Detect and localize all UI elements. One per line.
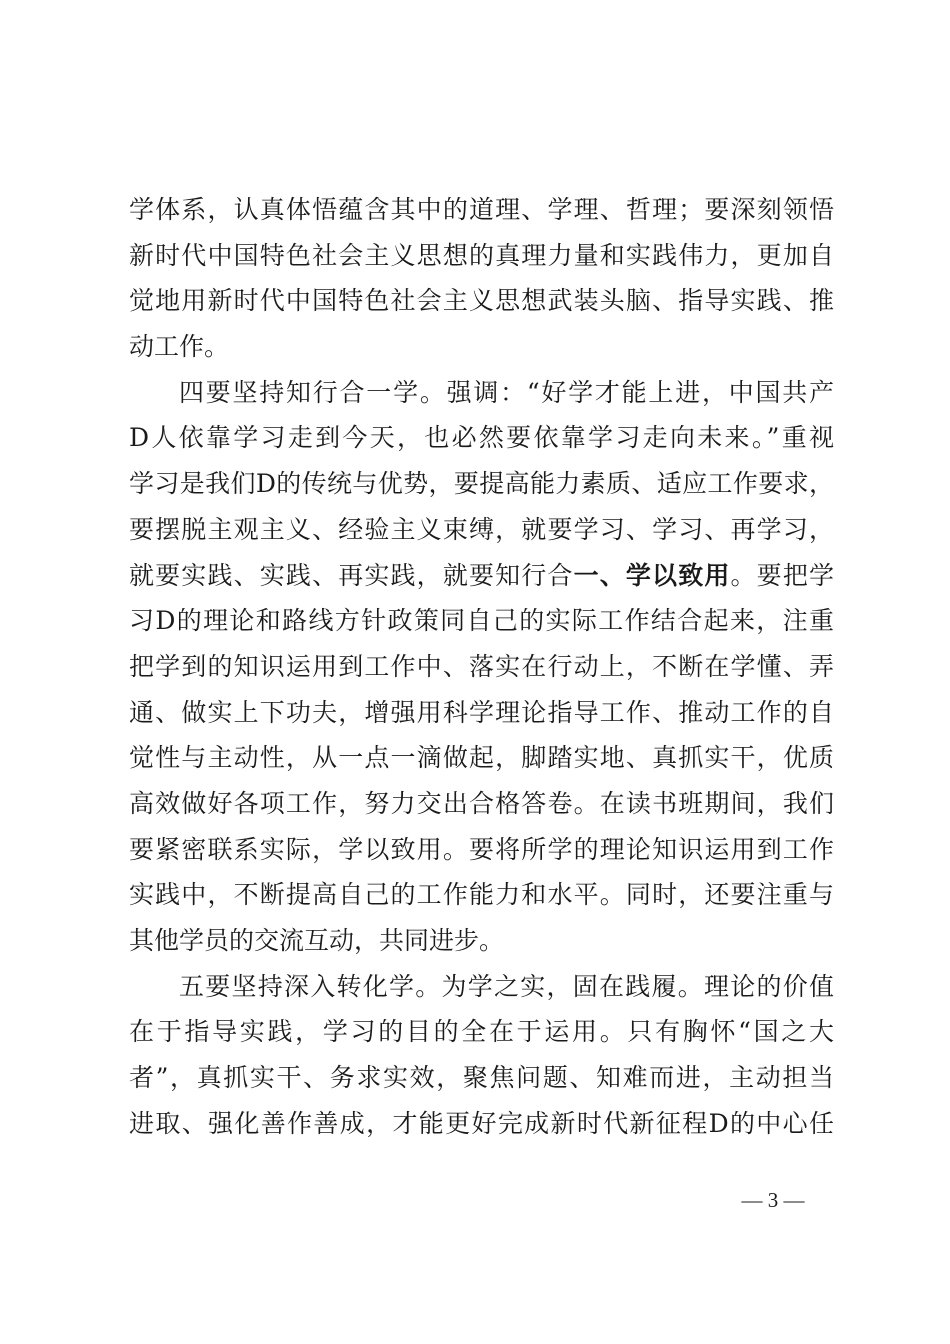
text-line: 新时代中国特色社会主义思想的真理力量和实践伟力，更加自 xyxy=(129,240,834,270)
text-line: 学体系，认真体悟蕴含其中的道理、学理、哲理；要深刻领悟 xyxy=(129,195,834,224)
text-line: 觉性与主动性，从一点一滴做起，脚踏实地、真抓实干，优质 xyxy=(129,743,834,773)
text-line: 要紧密联系实际，学以致用。要将所学的理论知识运用到工作 xyxy=(129,834,834,864)
body-text xyxy=(129,187,834,1146)
text-line: 把学到的知识运用到工作中、落实在行动上，不断在学懂、弄 xyxy=(129,651,834,681)
text-line: 其他学员的交流互动，共同进步。 xyxy=(129,926,505,955)
text-line: 进取、强化善作善成，才能更好完成新时代新征程D的中心任 xyxy=(129,1108,834,1138)
text-segment: 就要实践、实践、再实践，就要知行合 xyxy=(129,560,574,590)
text-line-with-emphasis xyxy=(129,553,834,599)
page-number: — 3 — xyxy=(741,1188,805,1212)
paragraph-start-line: 四要坚持知行合一学。强调：“好学才能上进，中国共产 xyxy=(179,377,834,407)
text-segment: 。要把学 xyxy=(730,560,834,590)
bold-emphasis: 一、学以致用 xyxy=(573,560,731,590)
text-line: 觉地用新时代中国特色社会主义思想武装头脑、指导实践、推 xyxy=(129,286,834,316)
text-line: 习D的理论和路线方针政策同自己的实际工作结合起来，注重 xyxy=(129,606,834,636)
text-line: 高效做好各项工作，努力交出合格答卷。在读书班期间，我们 xyxy=(129,788,834,818)
text-line: D人依靠学习走到今天，也必然要依靠学习走向未来。”重视 xyxy=(129,423,834,453)
text-line: 学习是我们D的传统与优势，要提高能力素质、适应工作要求， xyxy=(129,469,834,499)
text-line: 者”，真抓实干、务求实效，聚焦问题、知难而进，主动担当 xyxy=(129,1063,834,1093)
text-line: 通、做实上下功夫，增强用科学理论指导工作、推动工作的自 xyxy=(129,697,834,727)
paragraph-start-line: 五要坚持深入转化学。为学之实，固在践履。理论的价值 xyxy=(179,971,834,1001)
text-line: 实践中，不断提高自己的工作能力和水平。同时，还要注重与 xyxy=(129,880,834,910)
text-line: 动工作。 xyxy=(129,332,230,362)
text-line: 要摆脱主观主义、经验主义束缚，就要学习、学习、再学习， xyxy=(129,514,834,544)
text-line: 在于指导实践，学习的目的全在于运用。只有胸怀“国之大 xyxy=(129,1017,834,1047)
